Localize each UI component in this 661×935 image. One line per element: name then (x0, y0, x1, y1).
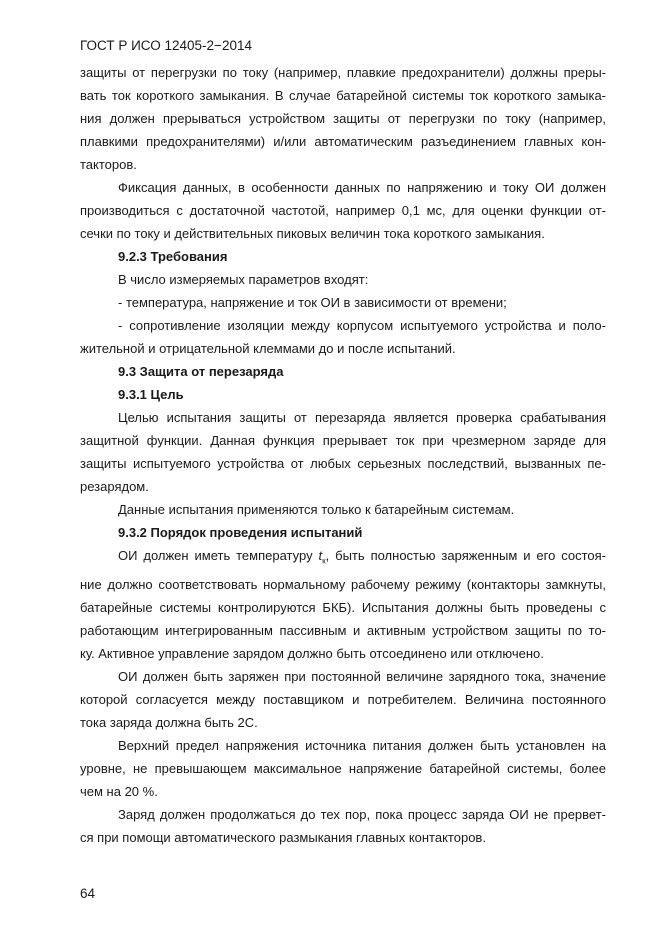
text-line: тока заряда должна быть 2С. (80, 714, 258, 730)
text-line: резарядом. (80, 479, 149, 494)
text-line: защиты испытуемого устройства от любых серьезных последствий, вызванных пе- (80, 456, 606, 471)
text-line (80, 544, 606, 573)
text-line: - температура, напряжение и ток ОИ в зависимости от времени; (118, 295, 507, 310)
text-line: ОИ должен быть заряжен при постоянной величине зарядного тока, значение (118, 668, 606, 684)
text-line: ку. Активное управление зарядом должно быть отсоединено или отключено. (80, 645, 544, 661)
paragraph-charge-end (80, 803, 606, 849)
text-line: защиты от перегрузки по току (например, плавкие предохранители) должны преры- (80, 65, 606, 80)
document-body (80, 61, 606, 849)
text-line: - сопротивление изоляции между корпусом испытуемого устройства и поло- (118, 318, 606, 333)
text-line: батарейные системы контролируются БКБ). Испытания должны быть проведены с (80, 599, 606, 615)
text-line: такторов. (80, 157, 137, 172)
list-item (80, 314, 606, 360)
text-line: Данные испытания применяются только к батарейным системам. (118, 502, 515, 517)
text-line: Верхний предел напряжения источника питания должен быть установлен на (118, 737, 606, 753)
page-number: 64 (80, 886, 96, 901)
paragraph-test-procedure (80, 544, 606, 665)
text-line: уровне, не превышающем максимальное напряжение батарейной системы, более (80, 760, 606, 776)
text-line: производиться с достаточной частотой, например 0,1 мс, для оценки функции от- (80, 203, 606, 218)
text-line: ние должно соответствовать нормальному рабочему режиму (контакторы замкнуты, (80, 576, 606, 592)
text-line: Фиксация данных, в особенности данных по напряжению и току ОИ должен (118, 180, 606, 195)
document-header: ГОСТ Р ИСО 12405-2−2014 (80, 38, 252, 53)
text-line: которой согласуется между поставщиком и потребителем. Величина постоянного (80, 691, 606, 707)
text-line: вать ток короткого замыкания. В случае батарейной системы ток короткого замыка- (80, 88, 606, 103)
text-line: Заряд должен продолжаться до тех пор, пока процесс заряда ОИ не прервет- (118, 806, 606, 822)
paragraph-purpose (80, 406, 606, 498)
text-line: жительной и отрицательной клеммами до и после испытаний. (80, 341, 456, 356)
section-heading-9-3: 9.3 Защита от перезаряда (118, 364, 284, 379)
paragraph-measured-params (80, 268, 606, 291)
section-heading-9-2-3: 9.2.3 Требования (118, 249, 228, 264)
text-line: ния должен прерываться устройством защиты от перегрузки по току (например, (80, 111, 606, 126)
text-line: плавкими предохранителями) и/или автоматическим разъединением главных кон- (80, 134, 606, 149)
paragraph-data-recording (80, 176, 606, 245)
text-line: Целью испытания защиты от перезаряда является проверка срабатывания (118, 410, 606, 425)
paragraph-overload-interrupt (80, 61, 606, 176)
text-line: В число измеряемых параметров входят: (118, 272, 369, 287)
text-line: чем на 20 %. (80, 783, 158, 799)
variable-t: t (318, 548, 323, 563)
section-heading-9-3-1: 9.3.1 Цель (118, 387, 184, 402)
paragraph-applicability (80, 498, 606, 521)
text-line: защитной функции. Данная функция прерывает ток при чрезмерном заряде для (80, 433, 606, 448)
list-item (80, 291, 606, 314)
text-fragment: ОИ должен иметь температуру (118, 548, 319, 563)
text-fragment: , быть полностью заряженным и его состоя- (325, 548, 606, 563)
paragraph-charge-current (80, 665, 606, 734)
text-line: работающим интегрированным пассивным и активным устройством защиты по то- (80, 622, 606, 638)
text-line: сечки по току и действительных пиковых величин тока короткого замыкания. (80, 226, 545, 241)
section-heading-9-3-2: 9.3.2 Порядок проведения испытаний (118, 525, 363, 540)
variable-subscript: к (322, 556, 326, 566)
paragraph-voltage-limit (80, 734, 606, 803)
text-line: ся при помощи автоматического размыкания главных контакторов. (80, 829, 486, 845)
